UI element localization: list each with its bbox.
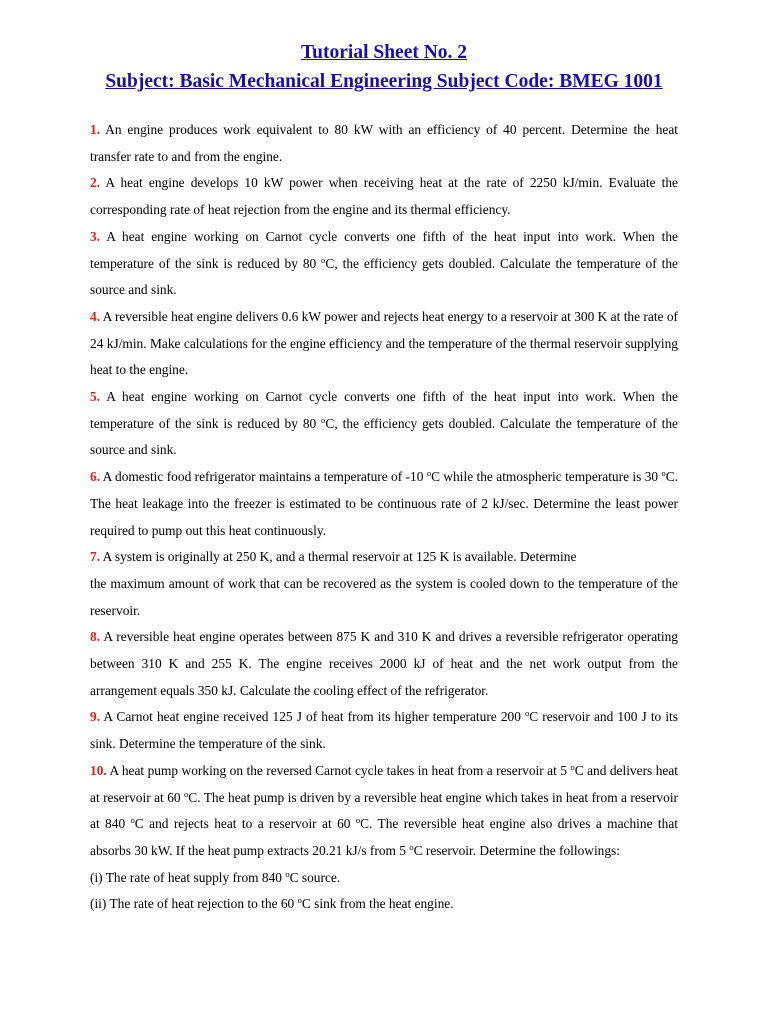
problem-number: 5.: [90, 389, 101, 405]
problem-number: 8.: [90, 629, 101, 645]
sub-question-text: C source.: [289, 869, 341, 885]
problem-3: [90, 224, 678, 304]
problem-text: C reservoir. Determine the followings:: [413, 842, 620, 858]
problem-10-part-ii: [90, 891, 678, 918]
problem-text: C reservoir and 100 J to its sink. Determine the temperature of the sink.: [90, 709, 678, 752]
subject-line: Subject: Basic Mechanical Engineering Subject Code: BMEG 1001: [105, 71, 663, 92]
problem-text: C, the efficiency gets doubled. Calculate the temperature of the source and sink.: [90, 415, 678, 458]
problem-text: A Carnot heat engine received 125 J of heat from its higher temperature 200: [100, 709, 525, 725]
problem-text: C. The heat leakage into the freezer is estimated to be continuous rate of 2 kJ/sec. Determine the least power required to pump out this heat continuously.: [90, 469, 678, 538]
problem-9: [90, 704, 678, 757]
problem-text: A heat pump working on the reversed Carnot cycle takes in heat from a reservoir at 5: [106, 762, 571, 778]
degree-superscript: o: [321, 254, 326, 265]
title-block: [0, 38, 768, 96]
problem-4: [90, 304, 678, 384]
degree-superscript: o: [661, 468, 666, 479]
degree-superscript: o: [285, 868, 290, 879]
problem-number: 7.: [90, 549, 101, 565]
problem-text: C. The reversible heat engine also drives a machine that absorbs 30 kW. If the heat pump extracts 20.21 kJ/s from 5: [90, 816, 678, 858]
problem-text: C, the efficiency gets doubled. Calculate the temperature of the source and sink.: [90, 255, 678, 298]
problem-10-part-i: [90, 865, 678, 892]
problem-number: 1.: [90, 122, 101, 137]
degree-superscript: o: [297, 895, 302, 906]
problem-number: 9.: [90, 709, 101, 725]
problem-text: C. The heat pump is driven by a reversible heat engine which takes in heat from a reservoir at 840: [90, 789, 678, 832]
problem-text: C and delivers heat at reservoir at 60: [90, 762, 678, 805]
problem-text: C and rejects heat to a reservoir at 60: [134, 816, 356, 832]
problem-number: 6.: [90, 469, 101, 485]
degree-superscript: o: [184, 788, 189, 799]
problem-text: A heat engine develops 10 kW power when receiving heat at the rate of 2250 kJ/min. Evaluate the corresponding rate of heat rejection from the engine and its thermal efficiency.: [90, 175, 678, 218]
problem-text: A heat engine working on Carnot cycle converts one fifth of the heat input into work. When the temperature of the sink is reduced by 80: [90, 389, 678, 431]
degree-superscript: o: [321, 414, 326, 425]
tutorial-title: Tutorial Sheet No. 2: [300, 42, 468, 63]
degree-superscript: o: [130, 815, 135, 826]
problem-text: An engine produces work equivalent to 80 kW with an efficiency of 40 percent. Determine the heat transfer rate to and from the engine.: [90, 122, 678, 164]
problem-list: [90, 117, 678, 918]
problem-8: [90, 624, 678, 704]
degree-superscript: o: [355, 815, 361, 826]
problem-2: [90, 170, 678, 223]
problem-1: [90, 117, 678, 170]
problem-text: A reversible heat engine operates between 875 K and 310 K and drives a reversible refrigerator operating between 310 K and 255 K. The engine receives 2000 kJ of heat and the net work output from the arrangement equals 350 kJ. Calculate the cooling effect of the refrigerator.: [90, 629, 678, 698]
degree-superscript: o: [426, 468, 432, 479]
problem-7-continued: [90, 571, 678, 624]
problem-text: A domestic food refrigerator maintains a temperature of -10: [100, 469, 427, 485]
problem-number: 4.: [90, 308, 101, 324]
degree-superscript: o: [525, 708, 530, 719]
problem-5: [90, 384, 678, 464]
sub-question-text: C sink from the heat engine.: [301, 896, 454, 912]
sub-question-text: (ii) The rate of heat rejection to the 60: [90, 896, 298, 912]
problem-number: 3.: [90, 228, 101, 244]
problem-7: [90, 544, 678, 571]
degree-superscript: o: [570, 761, 575, 772]
problem-10: [90, 758, 678, 865]
problem-number: 2.: [90, 175, 101, 191]
problem-6: [90, 464, 678, 544]
problem-text: A reversible heat engine delivers 0.6 kW power and rejects heat energy to a reservoir at 300 K at the rate of 24 kJ/min. Make calculations for the engine efficiency and the temperature of the thermal reservoir supplying heat to the engine.: [90, 308, 678, 378]
problem-text: the maximum amount of work that can be recovered as the system is cooled down to the temperature of the reservoir.: [90, 575, 678, 618]
sub-question-text: (i) The rate of heat supply from 840: [90, 869, 286, 885]
problem-text: C while the atmospheric temperature is 30: [431, 469, 662, 485]
problem-text: A heat engine working on Carnot cycle converts one fifth of the heat input into work. When the temperature of the sink is reduced by 80: [90, 228, 678, 271]
problem-number: 10.: [90, 762, 107, 778]
problem-text: A system is originally at 250 K, and a thermal reservoir at 125 K is available. Determine: [100, 549, 577, 565]
degree-superscript: o: [409, 841, 414, 852]
